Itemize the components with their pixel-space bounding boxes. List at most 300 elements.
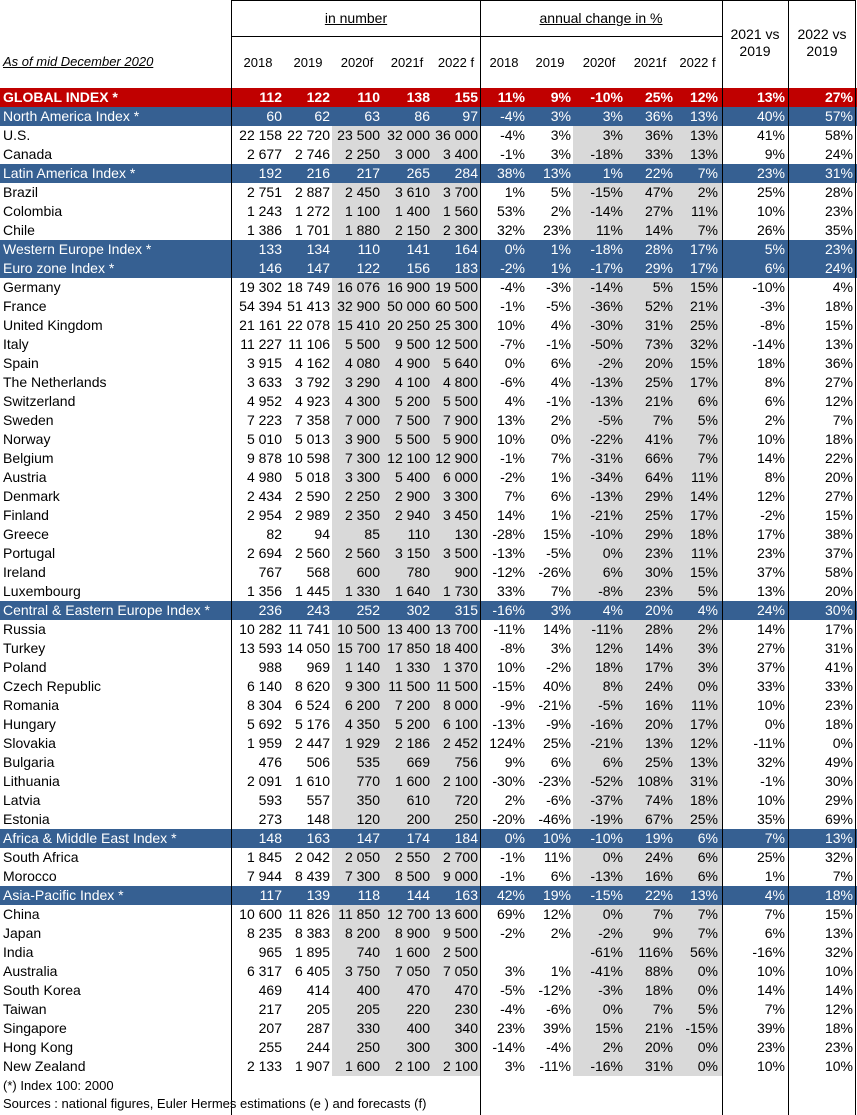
cell-value: 17% [824,621,853,637]
cell-value: 36% [824,355,853,371]
cell-value: 31% [824,165,853,181]
country-row [0,278,857,297]
cell-value: 20% [824,469,853,485]
cell-value: 4% [504,393,525,409]
cell-value: 144 [406,887,430,903]
cell-value: 2% [602,1039,623,1055]
row-label: Asia-Pacific Index * [3,887,124,903]
cell-value: 4% [550,374,571,390]
cell-value: 0% [602,1001,623,1017]
cell-value: 5% [652,279,673,295]
cell-value: 11 850 [338,906,380,922]
row-label: Portugal [3,545,56,561]
column-divider [722,0,723,1115]
cell-value: 7 223 [246,412,282,428]
cell-value: 49% [824,754,853,770]
cell-value: 13% [496,412,525,428]
cell-value: 56% [689,944,718,960]
cell-value: 3 750 [344,963,380,979]
cell-value: 32% [689,336,718,352]
cell-value: 18% [824,431,853,447]
country-row [0,145,857,164]
cell-value: 7% [652,1001,673,1017]
cell-value: 4 080 [344,355,380,371]
cell-value: 69% [824,811,853,827]
cell-value: 23% [824,241,853,257]
header-divider [231,36,722,37]
cell-value: 205 [356,1001,380,1017]
country-row [0,962,857,981]
cell-value: -50% [590,336,623,352]
cell-value: -30% [590,317,623,333]
cell-value: 6% [697,849,718,865]
cell-value: 1 959 [246,735,282,751]
cell-value: 25% [756,184,785,200]
cell-value: 13 593 [239,640,282,656]
cell-value: 82 [266,526,282,542]
country-row [0,677,857,696]
cell-value: 7% [697,165,718,181]
cell-value: 7 500 [394,412,430,428]
column-header: 2018 [489,55,519,70]
cell-value: 11% [691,203,718,219]
cell-value: 18% [824,298,853,314]
cell-value: 4% [832,279,853,295]
cell-value: 6 140 [246,678,282,694]
cell-value: 4 100 [394,374,430,390]
header-group-change: annual change in % [539,10,663,26]
cell-value: 2 091 [246,773,282,789]
cell-value: 3% [602,108,623,124]
cell-value: 51 413 [287,298,330,314]
row-label: U.S. [3,127,31,143]
row-label: Lithuania [3,773,60,789]
cell-value: 12 500 [435,336,478,352]
cell-value: -46% [538,811,571,827]
cell-value: 15 410 [337,317,380,333]
cell-value: -31% [590,450,623,466]
cell-value: 21% [689,298,718,314]
cell-value: -1% [546,336,571,352]
cell-value: 220 [406,1001,430,1017]
cell-value: 7 050 [442,963,478,979]
cell-value: -1% [500,849,525,865]
cell-value: 10% [756,792,785,808]
cell-value: 3 700 [442,184,478,200]
cell-value: 3 900 [344,431,380,447]
cell-value: 273 [258,811,282,827]
cell-value: 15% [689,279,718,295]
country-row [0,563,857,582]
column-divider [231,0,232,1115]
cell-value: 41% [644,431,673,447]
cell-value: 133 [258,241,282,257]
row-label: Singapore [3,1020,67,1036]
cell-value: 2 746 [294,146,330,162]
cell-value: 5 200 [394,716,430,732]
row-label: United Kingdom [3,317,103,333]
cell-value: -21% [538,697,571,713]
cell-value: 2 452 [442,735,478,751]
cell-value: 205 [306,1001,330,1017]
cell-value: -14% [590,203,623,219]
cell-value: 7 944 [246,868,282,884]
region-index-row [0,601,857,620]
cell-value: -20% [492,811,525,827]
cell-value: 10% [756,203,785,219]
cell-value: -6% [546,792,571,808]
cell-value: -15% [685,1020,718,1036]
cell-value: 1 610 [294,773,330,789]
cell-value: 300 [454,1039,478,1055]
cell-value: 27% [824,89,853,105]
cell-value: 17 850 [387,640,430,656]
cell-value: -1% [760,773,785,789]
cell-value: 7 000 [344,412,380,428]
cell-value: -41% [590,963,623,979]
cell-value: 164 [454,241,478,257]
cell-value: 10 598 [287,450,330,466]
cell-value: 7% [697,450,718,466]
cell-value: 21 161 [239,317,282,333]
cell-value: 30% [824,773,853,789]
column-divider [855,0,856,1115]
cell-value: 7% [652,412,673,428]
cell-value: -9% [500,697,525,713]
cell-value: 11% [497,89,525,105]
cell-value: 40% [542,678,571,694]
column-header: 2020f [582,55,616,70]
cell-value: 200 [406,811,430,827]
cell-value: 1% [550,241,571,257]
cell-value: 6 100 [442,716,478,732]
cell-value: 57% [824,108,853,124]
cell-value: 17% [689,374,718,390]
cell-value: -2% [546,659,571,675]
row-label: Morocco [3,868,57,884]
row-label: Russia [3,621,46,637]
cell-value: 130 [454,526,478,542]
cell-value: 1% [504,184,525,200]
cell-value: 2 150 [394,222,430,238]
cell-value: -12% [538,982,571,998]
cell-value: 29% [644,488,673,504]
row-label: China [3,906,40,922]
cell-value: -2% [500,469,525,485]
country-row [0,981,857,1000]
cell-value: 3% [550,146,571,162]
cell-value: 148 [258,830,282,846]
country-row [0,943,857,962]
column-header: 2022 f [437,55,475,70]
column-divider [480,0,481,1115]
cell-value: 32% [496,222,525,238]
row-label: Euro zone Index * [3,260,115,276]
cell-value: 22 720 [287,127,330,143]
cell-value: 2 900 [394,488,430,504]
cell-value: 2 250 [344,146,380,162]
cell-value: 23% [644,583,673,599]
country-row [0,791,857,810]
cell-value: 31% [824,640,853,656]
cell-value: 6% [602,564,623,580]
cell-value: 5 176 [294,716,330,732]
cell-value: 120 [356,811,380,827]
country-row [0,449,857,468]
row-label: Belgium [3,450,54,466]
cell-value: 5 900 [442,431,478,447]
column-header: 2021f [633,55,667,70]
cell-value: 0% [764,716,785,732]
cell-value: 6% [550,355,571,371]
cell-value: 52% [644,298,673,314]
cell-value: 86 [414,108,430,124]
row-label: Ireland [3,564,46,580]
cell-value: 2 954 [246,507,282,523]
cell-value: 593 [258,792,282,808]
cell-value: 12% [542,906,571,922]
cell-value: 19% [542,887,571,903]
cell-value: 18% [824,887,853,903]
cell-value: 12% [824,393,853,409]
cell-value: 3 633 [246,374,282,390]
cell-value: 0% [504,241,525,257]
cell-value: 3 400 [442,146,478,162]
cell-value: 0% [550,431,571,447]
cell-value: 0% [697,678,718,694]
cell-value: 302 [406,602,430,618]
cell-value: 148 [306,811,330,827]
cell-value: 39% [542,1020,571,1036]
region-index-row [0,164,857,183]
cell-value: 24% [756,602,785,618]
cell-value: 1 100 [344,203,380,219]
cell-value: 27% [756,640,785,656]
cell-value: 23% [496,1020,525,1036]
cell-value: 17% [689,241,718,257]
cell-value: 12% [756,488,785,504]
cell-value: -11% [753,735,785,751]
cell-value: 7% [697,925,718,941]
row-label: Germany [3,279,61,295]
cell-value: 32 900 [337,298,380,314]
cell-value: 756 [454,754,478,770]
row-label: Spain [3,355,39,371]
cell-value: -1% [546,393,571,409]
row-label: North America Index * [3,108,140,124]
row-label: Japan [3,925,42,941]
cell-value: -22% [590,431,623,447]
cell-value: 2 350 [344,507,380,523]
country-row [0,430,857,449]
cell-value: 1 140 [344,659,380,675]
cell-value: -2% [598,355,623,371]
cell-value: 9% [652,925,673,941]
cell-value: 15% [594,1020,623,1036]
cell-value: 23% [824,697,853,713]
country-row [0,753,857,772]
country-row [0,525,857,544]
cell-value: 15% [689,564,718,580]
cell-value: 5 200 [394,393,430,409]
cell-value: 3% [697,640,718,656]
cell-value: 10% [542,830,571,846]
cell-value: 5 400 [394,469,430,485]
cell-value: 400 [406,1020,430,1036]
cell-value: 2 590 [294,488,330,504]
cell-value: 19 302 [239,279,282,295]
cell-value: 6% [550,868,571,884]
cell-value: 243 [306,602,330,618]
cell-value: 669 [406,754,430,770]
row-label: Italy [3,336,29,352]
cell-value: 3 500 [442,545,478,561]
cell-value: 11 500 [436,678,478,694]
cell-value: 35% [824,222,853,238]
country-row [0,468,857,487]
cell-value: 4 162 [294,355,330,371]
country-row [0,297,857,316]
country-row [0,1019,857,1038]
cell-value: 2 450 [344,184,380,200]
cell-value: 7% [550,450,571,466]
cell-value: 108% [637,773,673,789]
header-as-of: As of mid December 2020 [3,54,154,69]
cell-value: 110 [357,89,380,105]
cell-value: 5% [550,184,571,200]
country-row [0,924,857,943]
cell-value: 0% [602,849,623,865]
cell-value: 14% [756,450,785,466]
cell-value: 610 [406,792,430,808]
cell-value: 1 370 [442,659,478,675]
cell-value: 250 [454,811,478,827]
cell-value: 20 250 [387,317,430,333]
cell-value: 1% [550,260,571,276]
cell-value: 14% [542,621,571,637]
cell-value: 1 600 [394,944,430,960]
cell-value: 85 [364,526,380,542]
column-header: 2022 f [679,55,716,70]
cell-value: -8% [598,583,623,599]
cell-value: 10% [756,431,785,447]
cell-value: 25% [644,507,673,523]
cell-value: -19% [590,811,623,827]
cell-value: 740 [356,944,380,960]
cell-value: 11 500 [388,678,430,694]
cell-value: 3% [504,963,525,979]
cell-value: 63 [364,108,380,124]
cell-value: 37% [756,659,785,675]
cell-value: 22% [644,887,673,903]
cell-value: -2% [500,260,525,276]
cell-value: 116% [638,944,673,960]
cell-value: 25% [689,811,718,827]
cell-value: 31% [644,1058,673,1074]
cell-value: -61% [590,944,623,960]
cell-value: 11 826 [288,906,330,922]
cell-value: -23% [538,773,571,789]
cell-value: 146 [258,260,282,276]
cell-value: -26% [538,564,571,580]
cell-value: 10% [496,317,525,333]
cell-value: 11 106 [288,336,330,352]
country-row [0,202,857,221]
cell-value: 7% [832,868,853,884]
cell-value: 3 290 [344,374,380,390]
region-index-row [0,829,857,848]
row-label: South Africa [3,849,79,865]
cell-value: 13% [689,146,718,162]
cell-value: 38% [496,165,525,181]
cell-value: 110 [407,526,430,542]
cell-value: -13% [590,868,623,884]
cell-value: 252 [356,602,380,618]
cell-value: 10 600 [239,906,282,922]
cell-value: 6% [550,488,571,504]
country-row [0,1038,857,1057]
cell-value: 30% [824,602,853,618]
cell-value: 470 [406,982,430,998]
cell-value: 35% [756,811,785,827]
cell-value: 0% [504,355,525,371]
cell-value: 25% [644,89,673,105]
cell-value: 6 317 [246,963,282,979]
cell-value: -1% [500,450,525,466]
cell-value: 6 000 [442,469,478,485]
cell-value: 2% [550,203,571,219]
row-label: Hong Kong [3,1039,74,1055]
cell-value: 1 730 [442,583,478,599]
cell-value: 3 300 [344,469,380,485]
footnote-index: (*) Index 100: 2000 [3,1078,114,1093]
cell-value: 7% [652,906,673,922]
cell-value: 1 600 [394,773,430,789]
cell-value: 18% [756,355,785,371]
column-header: 2021f [390,55,424,70]
cell-value: 2 133 [246,1058,282,1074]
cell-value: 5 692 [246,716,282,732]
cell-value: 12% [689,89,718,105]
country-row [0,544,857,563]
cell-value: -18% [590,241,623,257]
cell-value: 5 500 [344,336,380,352]
cell-value: 10% [756,697,785,713]
cell-value: 28% [824,184,853,200]
cell-value: 3 792 [294,374,330,390]
cell-value: 2 989 [294,507,330,523]
row-label: Central & Eastern Europe Index * [3,602,211,618]
cell-value: 4% [550,317,571,333]
country-row [0,1057,857,1076]
cell-value: 117 [259,887,282,903]
cell-value: -21% [590,507,623,523]
cell-value: -10% [590,830,623,846]
cell-value: -16% [492,602,525,618]
cell-value: 58% [824,564,853,580]
cell-value: 2 100 [394,1058,430,1074]
cell-value: 69% [496,906,525,922]
cell-value: 25% [689,317,718,333]
row-label: Poland [3,659,47,675]
cell-value: 300 [406,1039,430,1055]
cell-value: 1 895 [294,944,330,960]
cell-value: -4% [500,1001,525,1017]
cell-value: 17% [756,526,785,542]
country-row [0,772,857,791]
cell-value: 8 439 [294,868,330,884]
cell-value: -13% [590,374,623,390]
